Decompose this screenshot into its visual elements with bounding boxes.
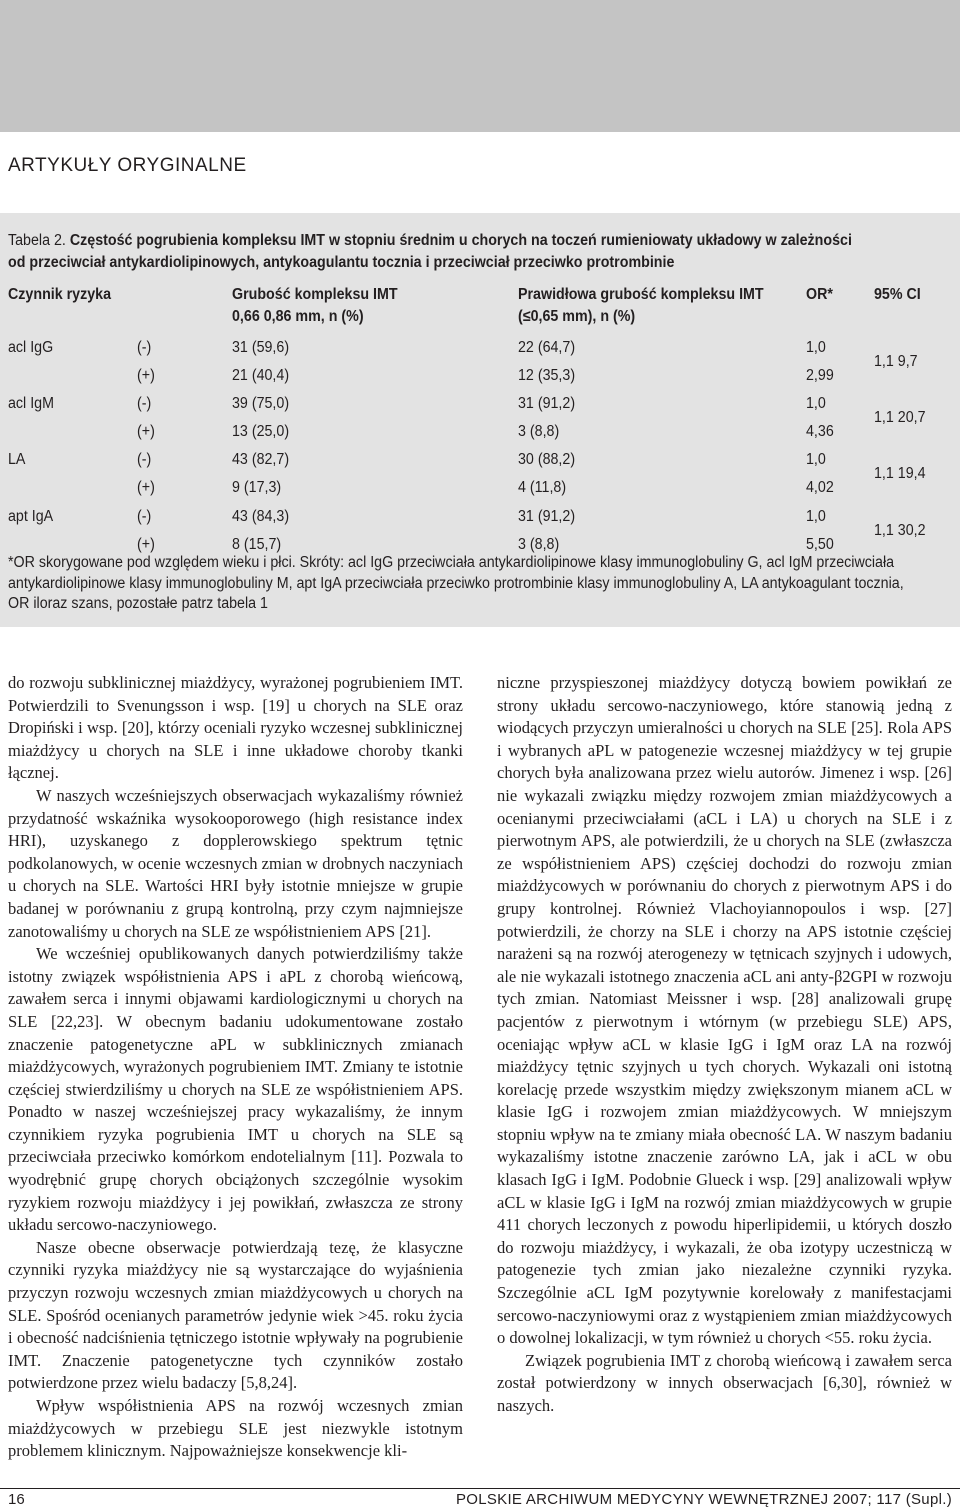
row-normal-imt: 31 (91,2) [518,508,576,525]
col-header-normal-line1: Prawidłowa grubość kompleksu IMT [518,286,764,303]
row-normal-imt: 4 (11,8) [518,479,567,496]
row-factor: acl IgG [8,339,54,356]
row-thick-imt: 9 (17,3) [232,479,282,496]
section-label: ARTYKUŁY ORYGINALNE [8,155,247,176]
body-paragraph: Związek pogrubienia IMT z chorobą wieńcową i zawałem serca został potwierdzony w innych obserwacjach [6,30], również w naszych. [497,1350,952,1415]
col-header-ci: 95% CI [874,286,921,303]
row-thick-imt: 31 (59,6) [232,339,290,356]
col-header-normal-line2: (≤0,65 mm), n (%) [518,308,636,325]
row-sign: (-) [137,395,152,412]
row-thick-imt: 13 (25,0) [232,423,290,440]
header-band [0,0,960,132]
row-thick-imt: 43 (82,7) [232,451,290,468]
col-header-thick-line1: Grubość kompleksu IMT [232,286,398,303]
row-thick-imt: 8 (15,7) [232,536,282,553]
body-paragraph: W naszych wcześniejszych obserwacjach wykazaliśmy również przydatność wskaźnika wysokooporowego (high resistance index HRI), uzyskanego z dopplerowskiego spektrum tętnic podkolanowych, w ocenie wczesnych zmian w drobnych naczyniach u chorych na SLE. Wartości HRI były istotnie mniejsze w grupie badanej w porównaniu z grupą kontrolną, przy czym najmniejsze zanotowaliśmy u chorych na SLE ze współistnieniem APS [21]. [8,785,463,941]
row-ci: 1,1 20,7 [874,409,926,426]
row-ci: 1,1 19,4 [874,465,926,482]
body-paragraph: do rozwoju subklinicznej miażdżycy, wyrażonej pogrubieniem IMT. Potwierdzili to Svenungsson i wsp. [19] u chorych na SLE oraz Dropiński i wsp. [20], którzy oceniali ryzyko wczesnej subklinicznej miażdżycy u chorych na SLE i inne układowe choroby tkanki łącznej. [8,673,463,783]
row-or: 5,50 [806,536,834,553]
row-normal-imt: 30 (88,2) [518,451,576,468]
row-or: 2,99 [806,367,834,384]
body-column-left [8,672,463,1463]
row-normal-imt: 3 (8,8) [518,423,560,440]
body-column-right [497,672,952,1418]
row-or: 1,0 [806,395,826,412]
row-or: 4,36 [806,423,834,440]
col-header-factor: Czynnik ryzyka [8,286,112,303]
row-thick-imt: 39 (75,0) [232,395,290,412]
row-sign: (+) [137,479,155,496]
col-header-thick-line2: 0,66 0,86 mm, n (%) [232,308,364,325]
row-ci: 1,1 9,7 [874,353,918,370]
row-thick-imt: 43 (84,3) [232,508,290,525]
row-sign: (+) [137,423,155,440]
table-footnote: *OR skorygowane pod względem wieku i płci. Skróty: acl IgG przeciwciała antykardiolipinowe klasy immunoglobuliny G, acl IgM przeciwciała antykardiolipinowe klasy immunoglobuliny M, apt IgA przeciwciała przeciwko protrombinie klasy immunoglobuliny A, LA antykoagulant tocznia, OR iloraz szans, pozostałe patrz tabela 1 [8,554,904,612]
row-thick-imt: 21 (40,4) [232,367,290,384]
row-normal-imt: 31 (91,2) [518,395,576,412]
row-sign: (-) [137,451,152,468]
footer-rule [0,1488,960,1489]
table-caption-text: Częstość pogrubienia kompleksu IMT w stopniu średnim u chorych na toczeń rumieniowaty układowy w zależności od przeciwciał antykardiolipinowych, antykoagulantu tocznia i przeciwciał przeciwko protrombinie [8,232,852,271]
row-or: 4,02 [806,479,834,496]
row-factor: acl IgM [8,395,54,412]
body-paragraph: Wpływ współistnienia APS na rozwój wczesnych zmian miażdżycowych w przebiegu SLE jest niezwykle istotnym problemem klinicznym. Najpoważniejsze konsekwencje kli- [8,1396,463,1461]
table-2 [0,213,960,627]
row-normal-imt: 12 (35,3) [518,367,576,384]
row-sign: (+) [137,367,155,384]
row-sign: (+) [137,536,155,553]
row-or: 1,0 [806,508,826,525]
row-or: 1,0 [806,339,826,356]
row-normal-imt: 3 (8,8) [518,536,560,553]
journal-footer: POLSKIE ARCHIWUM MEDYCYNY WEWNĘTRZNEJ 2007; 117 (Supl.) [455,1491,952,1508]
row-factor: LA [8,451,26,468]
body-paragraph: niczne przyspieszonej miażdżycy dotyczą bowiem powikłań ze strony układu sercowo-naczyniowego, które stanowią jedną z wiodących przyczyn umieralności u chorych na SLE [25]. Rola APS i wybranych aPL w patogenezie wczesnej miażdżycy w tej grupie chorych była analizowana przez wielu autorów. Jimenez i wsp. [26] nie wykazali związku między rozwojem zmian miażdżycowych a ocenianymi przeciwciałami (aCL i LA) u chorych na SLE i z pierwotnym APS, ale potwierdzili, że u chorych na SLE (zwłaszcza ze współistnieniem APS) częściej dochodzi do rozwoju zmian miażdżycowych w porównaniu do chorych z pierwotnym APS i do grupy kontrolnej. Również Vlachoyiannopoulos i wsp. [27] potwierdzili, że chorzy na SLE i chorzy na APS istotnie częściej narażeni są na rozwój aterogenezy w tętnicach szyjnych i udowych, ale nie wykazali istotnego znaczenia aCL ani anty-β2GPI w rozwoju tych zmian. Natomiast Meissner i wsp. [28] analizowali grupę pacjentów z pierwotnym i wtórnym (w przebiegu SLE) APS, oceniając wpływ aCL w klasie IgG i IgM oraz LA na rozwój miażdżycy tętnic szyjnych u tych chorych. Wykazali oni istotną korelację przede wszystkim między zwiększonym mianem aCL w klasie IgG i rozwojem zmian miażdżycowych. W mniejszym stopniu wpływ na te zmiany miała obecność LA. W naszym badaniu wykazaliśmy istotne znaczenie zarówno LA, jak i aCL w obu klasach IgG i IgM. Podobnie Glueck i wsp. [29] analizowali wpływ aCL w klasie IgG i IgM na rozwój zmian miażdżycowych w grupie 411 chorych leczonych z powodu hiperlipidemii, u których doszło do rozwoju miażdżycy, i wykazali, że oba izotypy uczestniczą w patogenezie tych zmian jako niezależne czynniki ryzyka. Szczególnie aCL IgM pozytywnie korelowały z manifestacjami sercowo-naczyniowymi oraz z wystąpieniem zmian miażdżycowych o dowolnej lokalizacji, w tym również u chorych <55. roku życia. [497,673,952,1348]
row-normal-imt: 22 (64,7) [518,339,576,356]
col-header-or: OR* [806,286,833,303]
row-sign: (-) [137,508,152,525]
body-paragraph: Nasze obecne obserwacje potwierdzają tezę, że klasyczne czynniki ryzyka miażdżycy nie są wystarczające do wyjaśnienia przyczyn rozwoju wczesnych zmian miażdżycowych u chorych na SLE. Spośród ocenianych parametrów jedynie wiek >45. roku życia i obecność nadciśnienia tętniczego istotnie wpływały na pogrubienie IMT. Znaczenie patogenetyczne tych czynników zostało potwierdzone przez wielu badaczy [5,8,24]. [8,1237,463,1393]
row-or: 1,0 [806,451,826,468]
page-number: 16 [8,1491,25,1508]
row-factor: apt IgA [8,508,54,525]
body-paragraph: We wcześniej opublikowanych danych potwierdziliśmy także istotny związek współistnienia APS i aPL z chorobą wieńcową, zawałem serca i innymi objawami kardiologicznymi u chorych na SLE [22,23]. W obecnym badaniu udokumentowane zostało znaczenie patogenetyczne aPL w subklinicznych zmianach miażdżycowych, wyrażonych pogrubieniem IMT. Zmiany te istotnie częściej stwierdziliśmy u chorych na SLE ze współistnieniem APS. Ponadto w naszej wcześniejszej pracy wykazaliśmy, że innym czynnikiem ryzyka pogrubienia IMT u chorych na SLE są przeciwciała przeciwko komórkom endotelialnym [11]. Pozwala to wyodrębnić grupę chorych obciążonych szczególnie wysokim ryzykiem rozwoju miażdżycy i jej powikłań, zwłaszcza ze strony układu sercowo-naczyniowego. [8,944,463,1235]
row-sign: (-) [137,339,152,356]
table-caption [8,230,873,274]
table-caption-label: Tabela 2. [8,232,66,249]
row-ci: 1,1 30,2 [874,522,926,539]
